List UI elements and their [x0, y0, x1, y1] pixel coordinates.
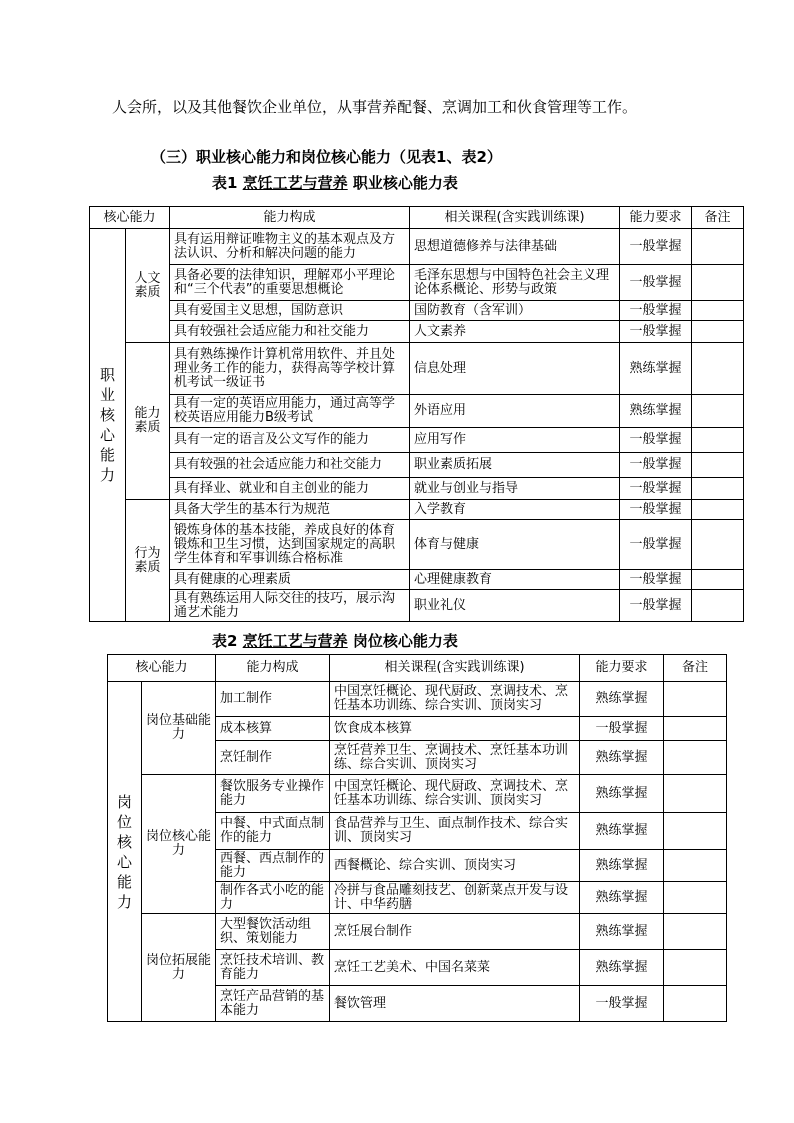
table1-header-course: 相关课程(含实践训练课): [410, 207, 620, 229]
note-cell: [664, 717, 727, 741]
requirement-cell: 熟练掌握: [580, 741, 664, 775]
table1-group-label: 职业核心能力: [90, 229, 126, 622]
note-cell: [692, 321, 744, 343]
requirement-cell: 一般掌握: [620, 428, 692, 453]
table1-header-core: 核心能力: [90, 207, 170, 229]
note-cell: [692, 570, 744, 590]
requirement-cell: 一般掌握: [620, 265, 692, 301]
course-cell: 心理健康教育: [410, 570, 620, 590]
course-cell: 西餐概论、综合实训、顶岗实习: [330, 850, 580, 882]
course-cell: 烹饪营养卫生、烹调技术、烹饪基本功训练、综合实训、顶岗实习: [330, 741, 580, 775]
table-row: [90, 520, 744, 570]
table2-header-ability: 能力构成: [216, 655, 330, 682]
course-cell: 中国烹饪概论、现代厨政、烹调技术、烹饪基本功训练、综合实训、顶岗实习: [330, 775, 580, 813]
course-cell: 入学教育: [410, 500, 620, 520]
requirement-cell: 熟练掌握: [580, 850, 664, 882]
table1: [89, 206, 744, 622]
requirement-cell: 一般掌握: [620, 478, 692, 500]
table2-subgroup-label: 岗位核心能力: [142, 775, 216, 914]
requirement-cell: 一般掌握: [580, 986, 664, 1022]
requirement-cell: 一般掌握: [580, 717, 664, 741]
requirement-cell: 熟练掌握: [580, 682, 664, 717]
course-cell: 人文素养: [410, 321, 620, 343]
course-cell: 饮食成本核算: [330, 717, 580, 741]
table2-subgroup-label: 岗位基础能力: [142, 682, 216, 775]
ability-cell: 具有一定的语言及公文写作的能力: [170, 428, 410, 453]
requirement-cell: 一般掌握: [620, 500, 692, 520]
ability-cell: 制作各式小吃的能力: [216, 882, 330, 914]
requirement-cell: 一般掌握: [620, 321, 692, 343]
table-row: [108, 682, 727, 717]
ability-cell: 烹饪制作: [216, 741, 330, 775]
requirement-cell: 熟练掌握: [620, 395, 692, 428]
ability-cell: 具有择业、就业和自主创业的能力: [170, 478, 410, 500]
table2-header-course: 相关课程(含实践训练课): [330, 655, 580, 682]
note-cell: [692, 520, 744, 570]
note-cell: [692, 428, 744, 453]
requirement-cell: 一般掌握: [620, 229, 692, 265]
ability-cell: 大型餐饮活动组织、策划能力: [216, 914, 330, 950]
table1-subgroup-label: 能力素质: [126, 343, 170, 500]
table2-caption-major: 烹饪工艺与营养: [242, 632, 348, 650]
ability-cell: 中餐、中式面点制作的能力: [216, 813, 330, 850]
note-cell: [692, 453, 744, 478]
ability-cell: 具有熟练操作计算机常用软件、并且处理业务工作的能力，获得高等学校计算机考试一级证书: [170, 343, 410, 395]
table1-caption: [212, 172, 458, 193]
section-heading: （三）职业核心能力和岗位核心能力（见表1、表2）: [151, 148, 502, 166]
table-row: [90, 321, 744, 343]
table-row: [90, 590, 744, 622]
table-row: [90, 428, 744, 453]
table1-header-row: [90, 207, 744, 229]
ability-cell: 锻炼身体的基本技能，养成良好的体育锻炼和卫生习惯，达到国家规定的高职学生体育和军事训练合格标准: [170, 520, 410, 570]
table-row: [90, 343, 744, 395]
table1-caption-prefix: 表1: [212, 174, 238, 192]
requirement-cell: 熟练掌握: [580, 775, 664, 813]
ability-cell: 具有健康的心理素质: [170, 570, 410, 590]
note-cell: [664, 741, 727, 775]
table-row: [90, 265, 744, 301]
course-cell: 餐饮管理: [330, 986, 580, 1022]
course-cell: 冷拼与食品雕刻技艺、创新菜点开发与设计、中华药膳: [330, 882, 580, 914]
ability-cell: 具有一定的英语应用能力，通过高等学校英语应用能力B级考试: [170, 395, 410, 428]
table2-header-req: 能力要求: [580, 655, 664, 682]
requirement-cell: 一般掌握: [620, 570, 692, 590]
note-cell: [692, 343, 744, 395]
course-cell: 毛泽东思想与中国特色社会主义理论体系概论、形势与政策: [410, 265, 620, 301]
course-cell: 思想道德修养与法律基础: [410, 229, 620, 265]
course-cell: 中国烹饪概论、现代厨政、烹调技术、烹饪基本功训练、综合实训、顶岗实习: [330, 682, 580, 717]
requirement-cell: 熟练掌握: [580, 914, 664, 950]
ability-cell: 具有运用辩证唯物主义的基本观点及方法认识、分析和解决问题的能力: [170, 229, 410, 265]
requirement-cell: 一般掌握: [620, 301, 692, 321]
table2: [107, 654, 727, 1022]
note-cell: [692, 395, 744, 428]
course-cell: 烹饪展台制作: [330, 914, 580, 950]
ability-cell: 具有较强的社会适应能力和社交能力: [170, 453, 410, 478]
table-row: [108, 914, 727, 950]
ability-cell: 烹饪技术培训、教育能力: [216, 950, 330, 986]
table-row: [90, 301, 744, 321]
ability-cell: 具有爱国主义思想，国防意识: [170, 301, 410, 321]
requirement-cell: 熟练掌握: [580, 882, 664, 914]
table2-header-note: 备注: [664, 655, 727, 682]
table-row: [108, 775, 727, 813]
table1-header-note: 备注: [692, 207, 744, 229]
table2-group-label: 岗位核心能力: [108, 682, 142, 1022]
course-cell: 国防教育（含军训）: [410, 301, 620, 321]
requirement-cell: 一般掌握: [620, 590, 692, 622]
ability-cell: 具备必要的法律知识，理解邓小平理论和“三个代表”的重要思想概论: [170, 265, 410, 301]
course-cell: 烹饪工艺美术、中国名菜菜: [330, 950, 580, 986]
ability-cell: 西餐、西点制作的能力: [216, 850, 330, 882]
course-cell: 就业与创业与指导: [410, 478, 620, 500]
table-row: [90, 453, 744, 478]
note-cell: [692, 301, 744, 321]
table1-caption-suffix: 职业核心能力表: [352, 174, 458, 192]
course-cell: 信息处理: [410, 343, 620, 395]
ability-cell: 烹饪产品营销的基本能力: [216, 986, 330, 1022]
note-cell: [692, 229, 744, 265]
table2-header-row: [108, 655, 727, 682]
course-cell: 职业素质拓展: [410, 453, 620, 478]
note-cell: [692, 478, 744, 500]
ability-cell: 具有熟练运用人际交往的技巧，展示沟通艺术能力: [170, 590, 410, 622]
table-row: [90, 570, 744, 590]
ability-cell: 成本核算: [216, 717, 330, 741]
requirement-cell: 一般掌握: [620, 520, 692, 570]
note-cell: [692, 500, 744, 520]
table1-subgroup-label: 行为素质: [126, 500, 170, 622]
table1-caption-major: 烹饪工艺与营养: [242, 174, 348, 192]
table2-subgroup-label: 岗位拓展能力: [142, 914, 216, 1022]
note-cell: [664, 882, 727, 914]
note-cell: [664, 775, 727, 813]
ability-cell: 具备大学生的基本行为规范: [170, 500, 410, 520]
table-row: [90, 395, 744, 428]
course-cell: 外语应用: [410, 395, 620, 428]
note-cell: [664, 950, 727, 986]
note-cell: [664, 850, 727, 882]
table-row: [90, 500, 744, 520]
table2-caption: [212, 630, 458, 651]
ability-cell: 具有较强社会适应能力和社交能力: [170, 321, 410, 343]
requirement-cell: 熟练掌握: [580, 813, 664, 850]
table1-subgroup-label: 人文素质: [126, 229, 170, 343]
requirement-cell: 一般掌握: [620, 453, 692, 478]
table2-caption-suffix: 岗位核心能力表: [352, 632, 458, 650]
note-cell: [664, 682, 727, 717]
table2-caption-prefix: 表2: [212, 632, 238, 650]
note-cell: [664, 914, 727, 950]
note-cell: [692, 590, 744, 622]
note-cell: [664, 986, 727, 1022]
table-row: [90, 229, 744, 265]
intro-paragraph: 人会所，以及其他餐饮企业单位，从事营养配餐、烹调加工和伙食管理等工作。: [112, 98, 638, 116]
ability-cell: 餐饮服务专业操作能力: [216, 775, 330, 813]
course-cell: 体育与健康: [410, 520, 620, 570]
table1-header-req: 能力要求: [620, 207, 692, 229]
course-cell: 应用写作: [410, 428, 620, 453]
table-row: [90, 478, 744, 500]
ability-cell: 加工制作: [216, 682, 330, 717]
requirement-cell: 熟练掌握: [580, 950, 664, 986]
note-cell: [692, 265, 744, 301]
table1-header-ability: 能力构成: [170, 207, 410, 229]
course-cell: 职业礼仪: [410, 590, 620, 622]
note-cell: [664, 813, 727, 850]
course-cell: 食品营养与卫生、面点制作技术、综合实训、顶岗实习: [330, 813, 580, 850]
requirement-cell: 熟练掌握: [620, 343, 692, 395]
table2-header-core: 核心能力: [108, 655, 216, 682]
